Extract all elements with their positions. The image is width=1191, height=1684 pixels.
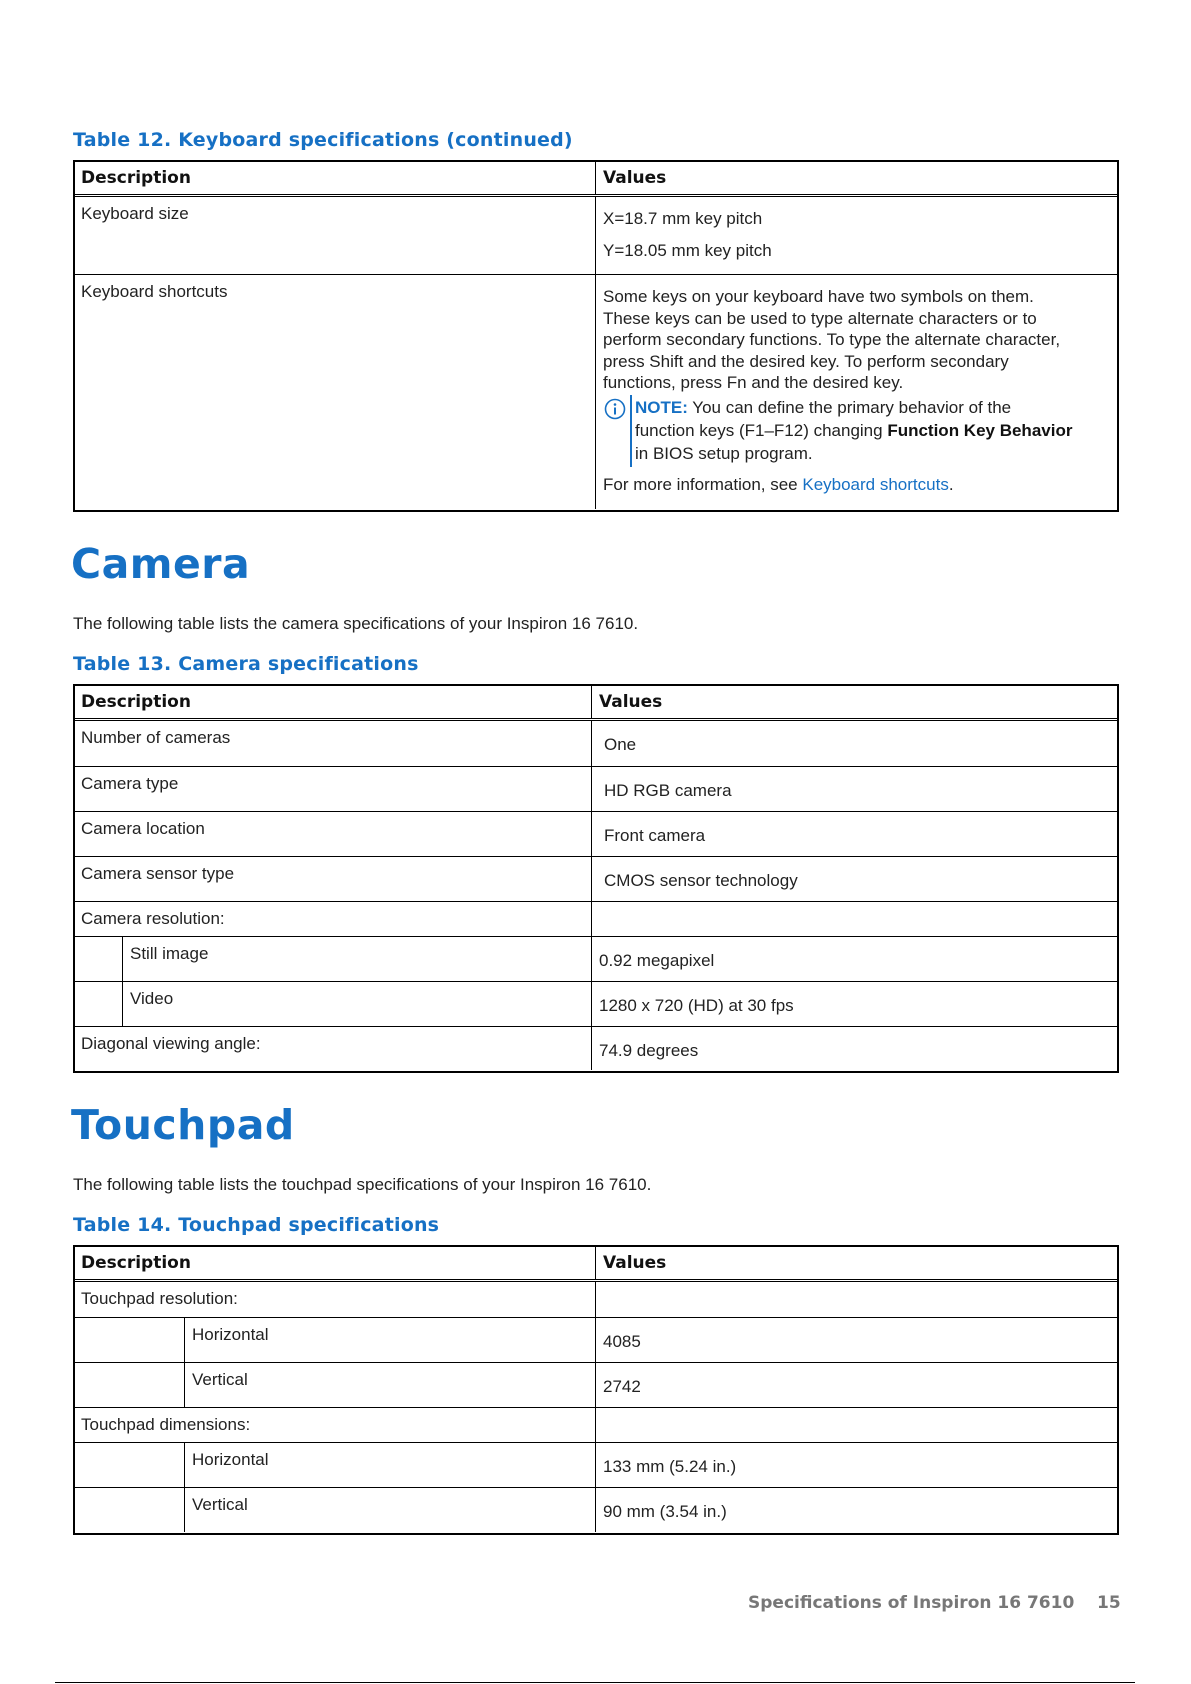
row-value: HD RGB camera	[604, 781, 732, 800]
row-value: 0.92 megapixel	[599, 951, 715, 970]
note-label: NOTE:	[635, 398, 688, 417]
row-value: Front camera	[604, 826, 706, 845]
row-label: Vertical	[192, 1495, 248, 1514]
footer-title: Specifications of Inspiron 16 7610	[748, 1593, 1075, 1613]
keyboard-spec-table	[73, 160, 1119, 512]
table-header-row	[75, 162, 1117, 197]
table12-caption: Table 12. Keyboard specifications (continued)	[73, 129, 573, 151]
keyboard-shortcuts-label: Keyboard shortcuts	[81, 282, 228, 301]
table-row	[75, 274, 1117, 509]
table-row	[75, 901, 1117, 937]
row-label: Video	[130, 989, 174, 1008]
touchpad-dimensions-label: Touchpad dimensions:	[81, 1415, 251, 1434]
header-description: Description	[81, 692, 191, 712]
keyboard-shortcuts-link[interactable]: Keyboard shortcuts	[802, 475, 949, 494]
header-values: Values	[599, 692, 663, 712]
table-row	[75, 766, 1117, 812]
row-value: 74.9 degrees	[599, 1041, 699, 1060]
table-row	[75, 1442, 1117, 1488]
row-label: Camera sensor type	[81, 864, 235, 883]
table-row	[75, 981, 1117, 1027]
row-label: Diagonal viewing angle:	[81, 1034, 261, 1053]
footer-rule	[55, 1682, 1135, 1683]
more-info-text: For more information, see Keyboard shortcuts.	[603, 475, 954, 494]
row-value: 4085	[603, 1332, 641, 1351]
row-value: One	[604, 735, 637, 754]
camera-heading: Camera	[71, 540, 251, 588]
keyboard-size-label: Keyboard size	[81, 204, 189, 223]
table-row	[75, 1407, 1117, 1443]
row-value: 90 mm (3.54 in.)	[603, 1502, 727, 1521]
table-row	[75, 856, 1117, 902]
touchpad-intro: The following table lists the touchpad specifications of your Inspiron 16 7610.	[73, 1175, 652, 1194]
row-label: Still image	[130, 944, 209, 963]
header-description: Description	[81, 168, 191, 188]
table-row	[75, 1026, 1117, 1070]
row-value: 1280 x 720 (HD) at 30 fps	[599, 996, 794, 1015]
camera-resolution-label: Camera resolution:	[81, 909, 225, 928]
table-header-row	[75, 686, 1117, 721]
info-icon	[604, 398, 626, 420]
table-row	[75, 1317, 1117, 1363]
table-row	[75, 1282, 1117, 1317]
table-row	[75, 1487, 1117, 1532]
keyboard-size-x: X=18.7 mm key pitch	[603, 209, 763, 228]
touchpad-spec-table	[73, 1245, 1119, 1535]
table-header-row	[75, 1247, 1117, 1282]
table13-caption: Table 13. Camera specifications	[73, 653, 419, 675]
row-label: Number of cameras	[81, 728, 231, 747]
table-row	[75, 811, 1117, 857]
touchpad-heading: Touchpad	[71, 1101, 295, 1149]
table14-caption: Table 14. Touchpad specifications	[73, 1214, 440, 1236]
table-row	[75, 936, 1117, 982]
table-row	[75, 1362, 1117, 1408]
row-value: 2742	[603, 1377, 641, 1396]
keyboard-size-y: Y=18.05 mm key pitch	[603, 241, 772, 260]
camera-intro: The following table lists the camera specifications of your Inspiron 16 7610.	[73, 614, 639, 633]
row-label: Horizontal	[192, 1450, 269, 1469]
table-row	[75, 721, 1117, 766]
header-description: Description	[81, 1253, 191, 1273]
page-number: 15	[1097, 1593, 1121, 1613]
row-value: CMOS sensor technology	[604, 871, 798, 890]
table-row	[75, 197, 1117, 274]
note-block: NOTE: You can define the primary behavior of the function keys (F1–F12) changing Function Key Behavior in BIOS setup program.	[635, 398, 1073, 463]
row-label: Horizontal	[192, 1325, 269, 1344]
camera-spec-table	[73, 684, 1119, 1073]
touchpad-resolution-label: Touchpad resolution:	[81, 1289, 238, 1308]
header-values: Values	[603, 1253, 667, 1273]
header-values: Values	[603, 168, 667, 188]
row-label: Vertical	[192, 1370, 248, 1389]
row-label: Camera location	[81, 819, 205, 838]
row-label: Camera type	[81, 774, 179, 793]
row-value: 133 mm (5.24 in.)	[603, 1457, 737, 1476]
shortcuts-description: Some keys on your keyboard have two symbols on them. These keys can be used to type alternate characters or to perform secondary functions. To type the alternate character, press Shift and the desired key. To perform secondary functions, press Fn and the desired key.	[603, 287, 1061, 392]
